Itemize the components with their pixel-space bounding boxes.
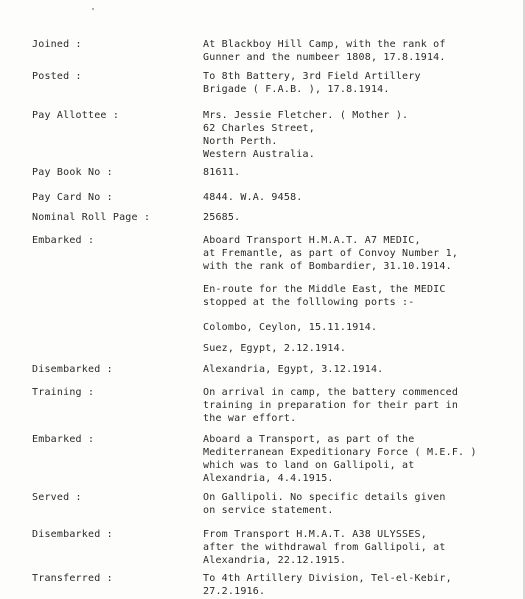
field-value-line: 81611. [203, 167, 241, 178]
field-value [203, 70, 421, 96]
field-label: Embarked : [32, 235, 95, 246]
field-value-line: Colombo, Ceylon, 15.11.1914. [203, 322, 378, 333]
field-value-line: on service statement. [203, 505, 334, 516]
field-value-line: En-route for the Middle East, the MEDIC [203, 284, 446, 295]
field-value-line: Alexandria, 4.4.1915. [203, 473, 334, 484]
field-value-line: the war effort. [203, 413, 297, 424]
field-value-line: Gunner and the numbeer 1808, 17.8.1914. [203, 52, 446, 63]
field-value-line: 25685. [203, 212, 241, 223]
field-value-line: 4844. W.A. 9458. [203, 192, 303, 203]
field-value-line: From Transport H.M.A.T. A38 ULYSSES, [203, 529, 427, 540]
field-value [203, 321, 377, 334]
field-value-line: training in preparation for their part in [203, 400, 459, 411]
field-value-line: Mrs. Jessie Fletcher. ( Mother ). [203, 110, 409, 121]
field-value-line: after the withdrawal from Gallipoli, at [203, 542, 446, 553]
scan-speck [92, 8, 94, 10]
field-value-line: stopped at the folllowing ports :- [203, 297, 415, 308]
field-value-line: Alexandria, Egypt, 3.12.1914. [203, 364, 384, 375]
field-value [203, 166, 240, 179]
field-value [203, 363, 383, 376]
field-label: Transferred : [32, 573, 113, 584]
field-label: Served : [32, 492, 82, 503]
field-value [203, 572, 452, 598]
field-label: Disembarked : [32, 364, 113, 375]
field-value [203, 283, 446, 309]
field-value [203, 109, 408, 161]
field-value-line: 62 Charles Street, [203, 123, 315, 134]
field-value-line: On Gallipoli. No specific details given [203, 492, 446, 503]
field-value-line: North Perth. [203, 136, 278, 147]
field-value [203, 191, 303, 204]
field-value-line: To 4th Artillery Division, Tel-el-Kebir, [203, 573, 452, 584]
field-label: Posted : [32, 71, 82, 82]
field-value-line: At Blackboy Hill Camp, with the rank of [203, 39, 446, 50]
field-value-line: 27.2.1916. [203, 586, 266, 597]
field-value-line: at Fremantle, as part of Convoy Number 1, [203, 248, 459, 259]
field-value-line: Aboard Transport H.M.A.T. A7 MEDIC, [203, 235, 421, 246]
field-label: Training : [32, 387, 95, 398]
field-label: Embarked : [32, 434, 95, 445]
field-value-line: Mediterranean Expeditionary Force ( M.E.F. ) [203, 447, 477, 458]
field-value [203, 528, 446, 567]
field-value-line: with the rank of Bombardier, 31.10.1914. [203, 261, 452, 272]
field-value [203, 234, 458, 273]
field-label: Pay Card No : [32, 192, 113, 203]
field-value [203, 211, 240, 224]
field-value [203, 386, 458, 425]
field-value-line: To 8th Battery, 3rd Field Artillery [203, 71, 421, 82]
field-value [203, 491, 446, 517]
field-value [203, 342, 346, 355]
field-value-line: Aboard a Transport, as part of the [203, 434, 415, 445]
field-label: Nominal Roll Page : [32, 212, 151, 223]
field-value-line: On arrival in camp, the battery commenced [203, 387, 459, 398]
field-value-line: which was to land on Gallipoli, at [203, 460, 415, 471]
field-label: Pay Book No : [32, 167, 113, 178]
field-label: Pay Allottee : [32, 110, 120, 121]
field-value [203, 433, 477, 485]
field-value-line: Suez, Egypt, 2.12.1914. [203, 343, 347, 354]
field-value-line: Brigade ( F.A.B. ), 17.8.1914. [203, 84, 390, 95]
field-value-line: Alexandria, 22.12.1915. [203, 555, 347, 566]
field-label: Disembarked : [32, 529, 113, 540]
field-value [203, 38, 446, 64]
field-value-line: Western Australia. [203, 149, 315, 160]
field-label: Joined : [32, 39, 82, 50]
